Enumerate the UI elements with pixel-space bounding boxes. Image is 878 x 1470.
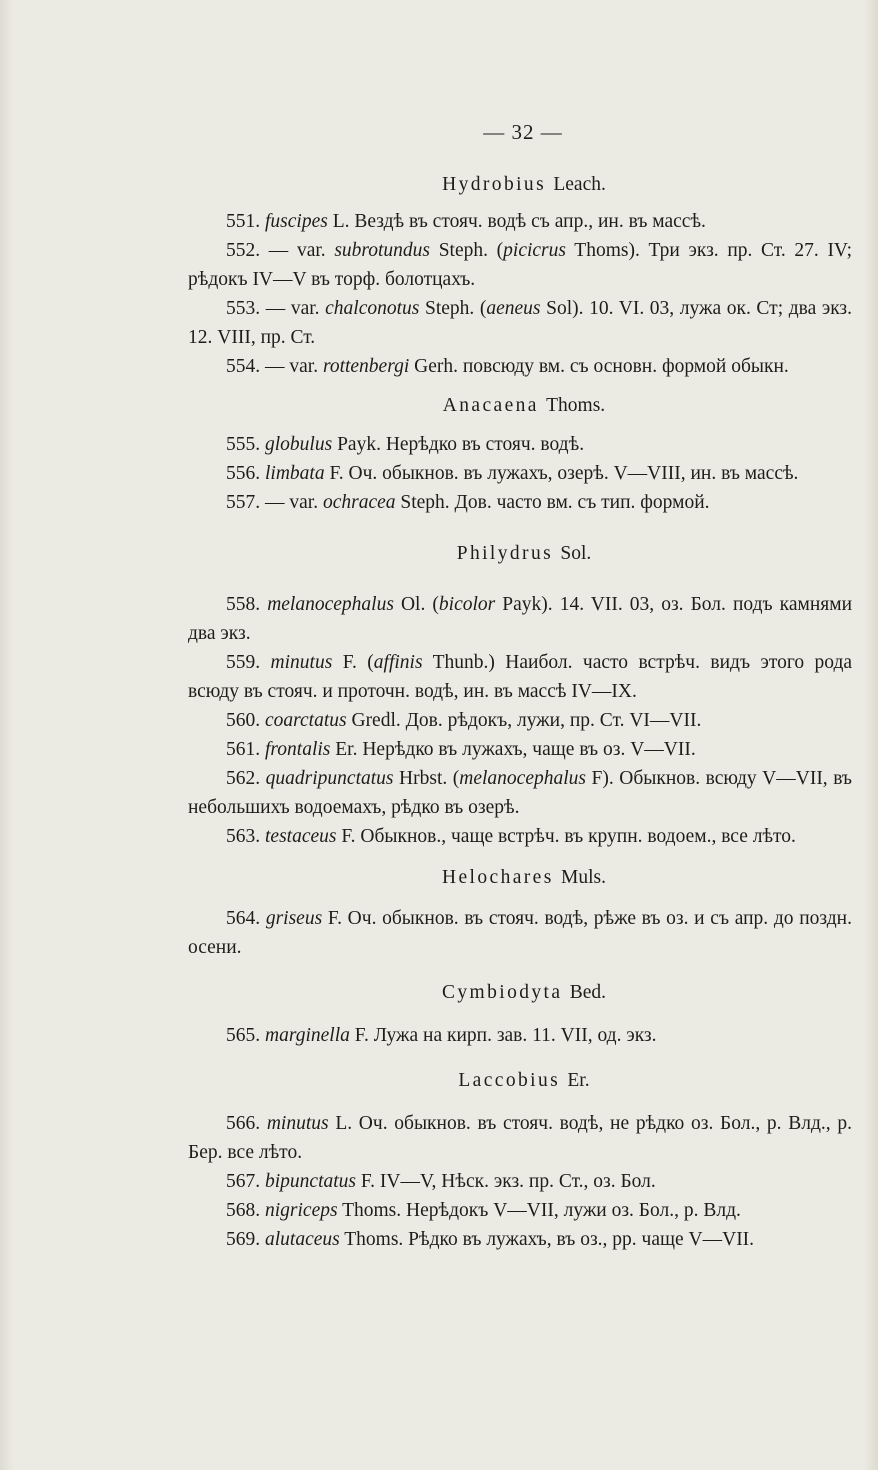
species-name: melanocephalus bbox=[459, 768, 586, 789]
species-name: nigriceps bbox=[265, 1200, 338, 1221]
genus-author: Muls. bbox=[561, 867, 606, 888]
entry-rest: Sol). 10. VI. 03, лужа ок. Ст; два экз. 12. VIII, пр. Ст. bbox=[188, 298, 853, 348]
genus-heading bbox=[196, 1066, 852, 1095]
species-entry bbox=[188, 488, 852, 517]
entry-rest: Thoms. Рѣдко въ лужахъ, въ оз., рр. чаще V—VII. bbox=[339, 1229, 755, 1250]
entry-num: 559. bbox=[226, 652, 261, 673]
entry-num: 555. bbox=[226, 434, 261, 455]
species-entry bbox=[188, 764, 852, 822]
species-name: limbata bbox=[265, 463, 325, 484]
entry-mid: F. ( bbox=[332, 652, 374, 673]
entry-num: 554. bbox=[226, 356, 261, 377]
entry-rest: L. Вездѣ въ стояч. водѣ съ апр., ин. въ массѣ. bbox=[327, 211, 706, 232]
species-entry bbox=[188, 1167, 852, 1196]
species-name: fuscipes bbox=[265, 211, 328, 232]
genus-heading bbox=[196, 863, 852, 892]
species-entry bbox=[188, 1196, 852, 1225]
entry-num: 566. bbox=[226, 1113, 261, 1134]
entry-rest: L. Оч. обыкнов. въ стояч. водѣ, не рѣдко оз. Бол., р. Влд., р. Бер. все лѣто. bbox=[188, 1113, 853, 1163]
species-entry bbox=[188, 706, 852, 735]
genus-name: Helochares bbox=[442, 867, 554, 888]
entry-pre: — var. bbox=[260, 240, 335, 261]
entry-num: 558. bbox=[226, 594, 261, 615]
genus-heading bbox=[196, 170, 852, 199]
entry-num: 564. bbox=[226, 908, 261, 929]
entry-rest: F. Лужа на кирп. зав. 11. VII, од. экз. bbox=[349, 1025, 657, 1046]
species-name: minutus bbox=[270, 652, 333, 673]
genus-heading bbox=[196, 539, 852, 568]
species-entry bbox=[188, 207, 852, 236]
entry-rest: Er. Нерѣдко въ лужахъ, чаще въ оз. V—VII. bbox=[330, 739, 696, 760]
entry-num: 552. bbox=[226, 240, 261, 261]
entry-num: 561. bbox=[226, 739, 261, 760]
entry-rest: Thoms. Нерѣдокъ V—VII, лужи оз. Бол., р. Влд. bbox=[337, 1200, 741, 1221]
species-entry bbox=[188, 822, 852, 851]
genus-author: Bed. bbox=[569, 982, 606, 1003]
entry-num: 556. bbox=[226, 463, 261, 484]
species-name: testaceus bbox=[265, 826, 337, 847]
entry-num: 551. bbox=[226, 211, 261, 232]
entry-num: 568. bbox=[226, 1200, 261, 1221]
species-name: marginella bbox=[265, 1025, 350, 1046]
species-name: subrotundus bbox=[334, 240, 431, 261]
species-entry bbox=[188, 904, 852, 962]
species-name: alutaceus bbox=[265, 1229, 340, 1250]
entry-rest: Thunb.) Наибол. часто встрѣч. видъ этого рода всюду въ стояч. и проточн. водѣ, ин. въ массѣ IV—IX. bbox=[188, 652, 853, 702]
genus-name: Anacaena bbox=[442, 395, 539, 416]
species-entry bbox=[188, 1109, 852, 1167]
entry-pre: — var. bbox=[260, 356, 323, 377]
species-entry bbox=[188, 430, 852, 459]
genus-author: Er. bbox=[567, 1070, 590, 1091]
entry-rest: Payk. Нерѣдко въ стояч. водѣ. bbox=[332, 434, 585, 455]
entry-rest: Steph. Дов. часто вм. съ тип. формой. bbox=[395, 492, 710, 513]
species-entry bbox=[188, 236, 852, 294]
species-name: minutus bbox=[266, 1113, 329, 1134]
entry-num: 562. bbox=[226, 768, 261, 789]
entry-num: 567. bbox=[226, 1171, 261, 1192]
species-entry bbox=[188, 1021, 852, 1050]
entry-num: 560. bbox=[226, 710, 261, 731]
species-name: chalconotus bbox=[325, 298, 420, 319]
entry-rest: F. Оч. обыкнов. въ стояч. водѣ, рѣже въ оз. и съ апр. до поздн. осени. bbox=[188, 908, 852, 958]
species-entry bbox=[188, 648, 852, 706]
entry-rest: F. Обыкнов., чаще встрѣч. въ крупн. водоем., все лѣто. bbox=[336, 826, 796, 847]
genus-author: Leach. bbox=[553, 174, 606, 195]
page-number: — 32 — bbox=[483, 120, 563, 144]
species-entry bbox=[188, 1225, 852, 1254]
entry-num: 569. bbox=[226, 1229, 261, 1250]
species-name: ochracea bbox=[322, 492, 396, 513]
entry-rest: Thoms). Три экз. пр. Ст. 27. IV; рѣдокъ IV—V въ торф. болотцахъ. bbox=[188, 240, 852, 290]
genus-name: Cymbiodyta bbox=[442, 982, 563, 1003]
species-name: bicolor bbox=[438, 594, 496, 615]
genus-heading bbox=[196, 978, 852, 1007]
species-name: rottenbergi bbox=[322, 356, 410, 377]
genus-name: Laccobius bbox=[458, 1070, 561, 1091]
entry-num: 563. bbox=[226, 826, 261, 847]
species-name: frontalis bbox=[265, 739, 331, 760]
species-name: griseus bbox=[265, 908, 323, 929]
species-name: globulus bbox=[265, 434, 333, 455]
entry-mid: Steph. ( bbox=[419, 298, 487, 319]
entry-rest: F. Оч. обыкнов. въ лужахъ, озерѣ. V—VIII, ин. въ массѣ. bbox=[324, 463, 799, 484]
species-name: bipunctatus bbox=[265, 1171, 356, 1192]
entry-rest: F. IV—V, Нѣск. экз. пр. Ст., оз. Бол. bbox=[356, 1171, 656, 1192]
species-name: quadripunctatus bbox=[265, 768, 394, 789]
entry-num: 565. bbox=[226, 1025, 261, 1046]
entry-mid: Ol. ( bbox=[393, 594, 439, 615]
genus-heading bbox=[196, 391, 852, 420]
species-name: affinis bbox=[373, 652, 423, 673]
species-entry bbox=[188, 352, 852, 381]
entry-rest: F). Обыкнов. всюду V—VII, въ небольшихъ водоемахъ, рѣдко въ озерѣ. bbox=[188, 768, 853, 818]
species-entry bbox=[188, 294, 852, 352]
species-name: melanocephalus bbox=[267, 594, 394, 615]
entry-pre: — var. bbox=[260, 492, 323, 513]
species-name: aeneus bbox=[486, 298, 541, 319]
species-name: picicrus bbox=[503, 240, 566, 261]
entry-rest: Payk). 14. VII. 03, оз. Бол. подъ камнями два экз. bbox=[188, 594, 852, 644]
genus-name: Hydrobius bbox=[442, 174, 547, 195]
species-list bbox=[188, 170, 852, 1254]
page-text bbox=[188, 118, 852, 1254]
entry-pre: — var. bbox=[260, 298, 326, 319]
entry-num: 557. bbox=[226, 492, 261, 513]
entry-mid: Steph. ( bbox=[430, 240, 504, 261]
genus-author: Thoms. bbox=[546, 395, 606, 416]
species-entry bbox=[188, 735, 852, 764]
entry-mid: Hrbst. ( bbox=[393, 768, 460, 789]
entry-num: 553. bbox=[226, 298, 261, 319]
species-entry bbox=[188, 459, 852, 488]
genus-author: Sol. bbox=[560, 543, 592, 564]
species-entry bbox=[188, 590, 852, 648]
species-name: coarctatus bbox=[265, 710, 347, 731]
entry-rest: Gerh. повсюду вм. съ основн. формой обыкн. bbox=[409, 356, 789, 377]
entry-rest: Gredl. Дов. рѣдокъ, лужи, пр. Ст. VI—VII. bbox=[346, 710, 702, 731]
genus-name: Philydrus bbox=[456, 543, 554, 564]
